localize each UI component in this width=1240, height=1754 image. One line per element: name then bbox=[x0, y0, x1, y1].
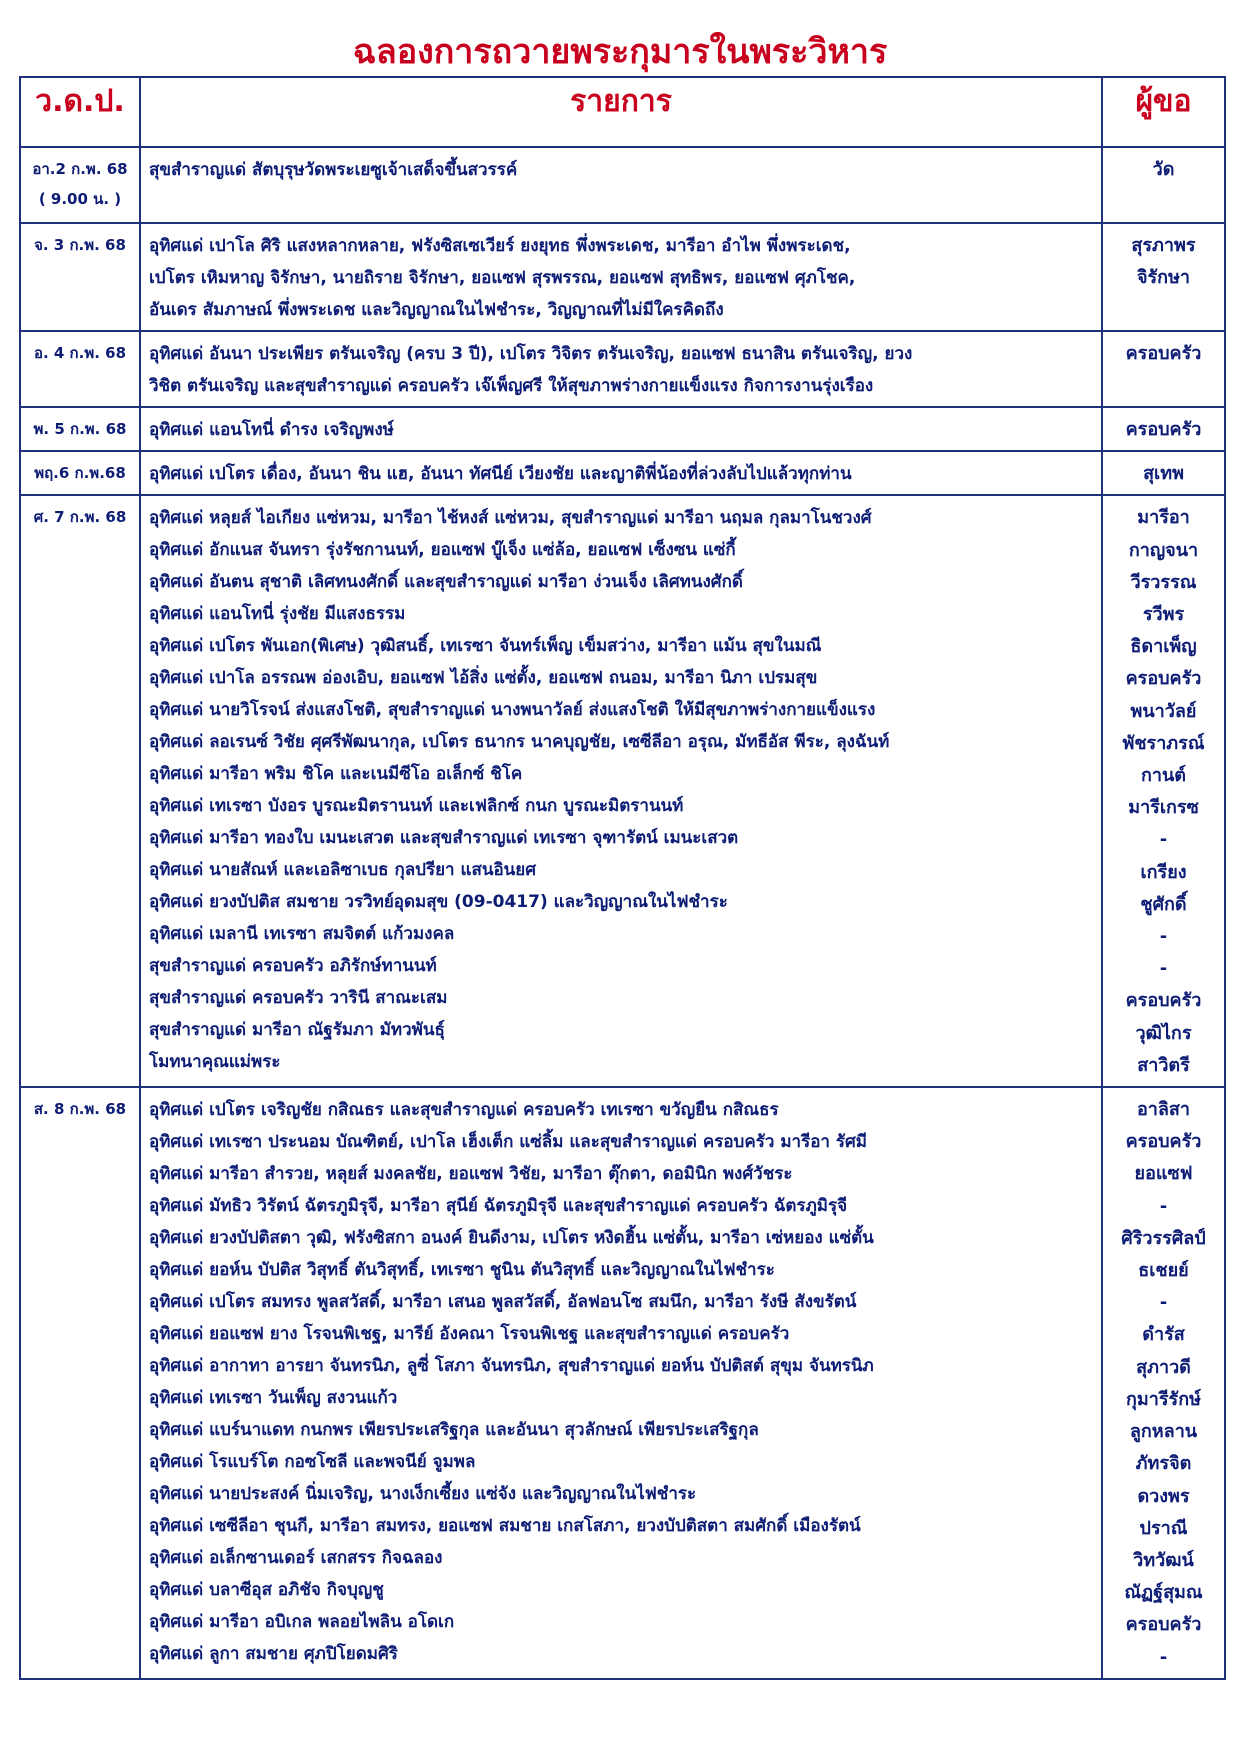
intention-line: อุทิศแด่ มารีอา สำรวย, หลุยส์ มงคลชัย, ยอแซฟ วิชัย, มารีอา ตุ๊กตา, ดอมินิก พงศ์วัชระ bbox=[149, 1164, 793, 1185]
intention-line: อุทิศแด่ นายประสงค์ นิ่มเจริญ, นางเง็กเซี้ยง แซ่จัง และวิญญาณในไฟชำระ bbox=[149, 1484, 697, 1505]
requester-name: ครอบครัว bbox=[1125, 1131, 1202, 1153]
intention-line: อุทิศแด่ เปโตร สมทรง พูลสวัสดิ์, มารีอา เสนอ พูลสวัสดิ์, อัลฟอนโซ สมนึก, มารีอา รังษี สังขรัตน์ bbox=[149, 1292, 857, 1313]
intention-line: สุขสำราญแด่ ครอบครัว วารินี สาณะเสม bbox=[149, 988, 448, 1009]
requester-cell bbox=[1102, 407, 1225, 451]
requester-name: วิทวัฒน์ bbox=[1133, 1549, 1194, 1571]
requester-name: ครอบครัว bbox=[1125, 419, 1202, 440]
requester-name: วัด bbox=[1152, 159, 1175, 180]
requester-name: กุมารีรักษ์ bbox=[1126, 1388, 1201, 1410]
intention-line: อุทิศแด่ นายสัณห์ และเอลิซาเบธ กุลปรียา แสนอินยศ bbox=[149, 860, 537, 881]
date-text: อา.2 ก.พ. 68 bbox=[32, 160, 128, 178]
items-cell bbox=[140, 451, 1102, 495]
intention-line: อุทิศแด่ ลอเรนซ์ วิชัย ศุศรีพัฒนากุล, เปโตร ธนากร นาคบุญชัย, เซซีลีอา อรุณ, มัทธีอัส พีระ, ลุงฉันท์ bbox=[149, 732, 890, 753]
requester-name: ครอบครัว bbox=[1125, 990, 1202, 1012]
date-cell bbox=[20, 331, 140, 407]
intention-line: อุทิศแด่ แอนโทนี่ ดำรง เจริญพงษ์ bbox=[149, 420, 394, 440]
intention-line: อุทิศแด่ เทเรซา บังอร บูรณะมิตรานนท์ และเฟลิกซ์ กนก บูรณะมิตรานนท์ bbox=[149, 796, 684, 817]
table-row bbox=[20, 147, 1225, 223]
intention-table bbox=[19, 76, 1226, 1680]
date-cell bbox=[20, 147, 140, 223]
requester-name: ภัทรจิต bbox=[1135, 1453, 1192, 1475]
intention-line: อุทิศแด่ ลูกา สมชาย ศุภปิโยดมศิริ bbox=[149, 1644, 398, 1665]
date-cell bbox=[20, 223, 140, 331]
requester-name: สุภาวดี bbox=[1136, 1356, 1191, 1378]
requester-cell bbox=[1102, 451, 1225, 495]
requester-name: - bbox=[1159, 926, 1168, 948]
intention-line: อุทิศแด่ เมลานี เทเรซา สมจิตต์ แก้วมงคล bbox=[149, 924, 455, 945]
header-requester: ผู้ขอ bbox=[1102, 77, 1225, 147]
requester-name: วีรวรรณ bbox=[1130, 571, 1197, 593]
table-row bbox=[20, 407, 1225, 451]
requester-cell bbox=[1102, 495, 1225, 1087]
requester-name: ธิดาเพ็ญ bbox=[1130, 636, 1197, 658]
requester-cell bbox=[1102, 223, 1225, 331]
requester-name: ลูกหลาน bbox=[1129, 1421, 1198, 1443]
intention-line: อุทิศแด่ เทเรซา ประนอม บัณฑิตย์, เปาโล เฮ็งเต็ก แซ่ลิ้ม และสุขสำราญแด่ ครอบครัว มารีอา รัศมี bbox=[149, 1132, 868, 1153]
intention-line: อุทิศแด่ เปโตร เดื่อง, อันนา ชิน แฮ, อันนา ทัศนีย์ เวียงชัย และญาติพี่น้องที่ล่วงลับไปแล้วทุกท่าน bbox=[149, 464, 852, 485]
intention-line: อุทิศแด่ แอนโทนี่ รุ่งชัย มีแสงธรรม bbox=[149, 604, 406, 625]
requester-name: อาลิสา bbox=[1136, 1099, 1191, 1121]
requester-name: - bbox=[1159, 1292, 1168, 1314]
intention-line: อุทิศแด่ อักแนส จันทรา รุ่งรัชกานนท์, ยอแซฟ บู๊เจ็ง แซ่ล้อ, ยอแซฟ เซ็งซน แซ่กี้ bbox=[149, 540, 736, 561]
table-row bbox=[20, 495, 1225, 1087]
intention-line: อุทิศแด่ เปาโล ศิริ แสงหลากหลาย, ฟรังซิสเซเวียร์ ยงยุทธ พึ่งพระเดช, มารีอา อำไพ พึ่งพระเดช, bbox=[149, 236, 851, 256]
intention-line: อุทิศแด่ ยอแซฟ ยาง โรจนพิเชฐ, มารีย์ อังคณา โรจนพิเชฐ และสุขสำราญแด่ ครอบครัว bbox=[149, 1324, 790, 1345]
intention-line: อุทิศแด่ แบร์นาแดท กนกพร เพียรประเสริฐกุล และอันนา สุวลักษณ์ เพียรประเสริฐกุล bbox=[149, 1420, 759, 1441]
requester-name: จิรักษา bbox=[1136, 267, 1191, 289]
intention-line: อุทิศแด่ โรแบร์โต กอซโซลี และพจนีย์ จูมพล bbox=[149, 1452, 476, 1473]
intention-line: สุขสำราญแด่ สัตบุรุษวัดพระเยซูเจ้าเสด็จขึ้นสวรรค์ bbox=[149, 160, 518, 180]
time-text: ( 9.00 น. ) bbox=[38, 190, 122, 208]
table-body bbox=[20, 147, 1225, 1679]
requester-name: ยอแซฟ bbox=[1134, 1163, 1193, 1185]
requester-name: ศิริวรรศิลป์ bbox=[1121, 1227, 1206, 1249]
items-cell bbox=[140, 331, 1102, 407]
requester-cell bbox=[1102, 331, 1225, 407]
table-row bbox=[20, 1087, 1225, 1679]
requester-name: - bbox=[1159, 829, 1168, 851]
intention-line: อุทิศแด่ อากาทา อารยา จันทรนิภ, ลูซี่ โสภา จันทรนิภ, สุขสำราญแด่ ยอห์น บัปติสต์ สุขุม จันทรนิภ bbox=[149, 1356, 874, 1377]
requester-name: - bbox=[1159, 1646, 1168, 1668]
date-cell bbox=[20, 1087, 140, 1679]
requester-name: ชูศักดิ์ bbox=[1140, 893, 1187, 915]
intention-line: อุทิศแด่ อเล็กซานเดอร์ เสกสรร กิจฉลอง bbox=[149, 1548, 443, 1569]
intention-line: อุทิศแด่ มารีอา พริม ชิโค และเนมีซีโอ อเล็กซ์ ชิโค bbox=[149, 764, 523, 785]
header-items: รายการ bbox=[140, 77, 1102, 147]
requester-name: - bbox=[1159, 958, 1168, 980]
requester-name: สุเทพ bbox=[1143, 463, 1184, 485]
table-row bbox=[20, 331, 1225, 407]
date-text: ศ. 7 ก.พ. 68 bbox=[33, 508, 127, 527]
requester-name: - bbox=[1159, 1195, 1168, 1217]
requester-name: พนาวัลย์ bbox=[1130, 700, 1197, 722]
requester-name: มารีอา bbox=[1137, 507, 1190, 529]
intention-line: อุทิศแด่ อันตน สุชาติ เลิศทนงศักดิ์ และสุขสำราญแด่ มารีอา ง่วนเจ็ง เลิศทนงศักดิ์ bbox=[149, 572, 743, 593]
intention-line: สุขสำราญแด่ มารีอา ณัฐรัมภา มัทวพันธุ์ bbox=[149, 1020, 445, 1041]
date-text: จ. 3 ก.พ. 68 bbox=[34, 236, 126, 254]
intention-line: อุทิศแด่ บลาซีอุส อภิชัจ กิจบุญชู bbox=[149, 1580, 384, 1601]
intention-line: เปโตร เหิมหาญ จิรักษา, นายถิราย จิรักษา, ยอแซฟ สุรพรรณ, ยอแซฟ สุทธิพร, ยอแซฟ ศุภโชค, bbox=[149, 268, 856, 288]
page-title: ฉลองการถวายพระกุมารในพระวิหาร bbox=[352, 32, 888, 72]
intention-line: อุทิศแด่ เปาโล อรรณพ อ่องเอิบ, ยอแซฟ ไอ้สิ่ง แซ่ตั้ง, ยอแซฟ ถนอม, มารีอา นิภา เปรมสุข bbox=[149, 668, 818, 689]
intention-line: อุทิศแด่ เปโตร เจริญชัย กสิณธร และสุขสำราญแด่ ครอบครัว เทเรซา ขวัญยืน กสิณธร bbox=[149, 1100, 779, 1121]
intention-line: โมทนาคุณแม่พระ bbox=[149, 1052, 281, 1073]
items-cell bbox=[140, 147, 1102, 223]
requester-name: ปราณี bbox=[1139, 1517, 1188, 1539]
requester-name: พัชราภรณ์ bbox=[1122, 732, 1205, 754]
intention-line: อุทิศแด่ หลุยส์ ไอเกียง แซ่หวม, มารีอา ไช้หงส์ แซ่หวม, สุขสำราญแด่ มารีอา นฤมล กุลมาโนชวงศ์ bbox=[149, 508, 872, 529]
requester-name: รวีพร bbox=[1142, 604, 1185, 626]
intention-line: อุทิศแด่ ยวงบัปติสตา วุฒิ, ฟรังซิสกา อนงค์ ยินดีงาม, เปโตร หงิดฮิ้น แซ่ตั้น, มารีอา เซ่หยอง แซ่ตั้น bbox=[149, 1228, 874, 1249]
requester-name: ครอบครัว bbox=[1125, 668, 1202, 690]
intention-line: อุทิศแด่ เซซีลีอา ชุนกี, มารีอา สมทรง, ยอแซฟ สมชาย เกสโสภา, ยวงบัปติสตา สมศักดิ์ เมืองรัตน์ bbox=[149, 1516, 861, 1537]
table-row bbox=[20, 223, 1225, 331]
items-cell bbox=[140, 407, 1102, 451]
requester-name: ครอบครัว bbox=[1125, 1614, 1202, 1636]
date-text: พฤ.6 ก.พ.68 bbox=[34, 464, 126, 483]
requester-name: มารีเกรซ bbox=[1128, 797, 1199, 819]
items-cell bbox=[140, 495, 1102, 1087]
requester-name: สาวิตรี bbox=[1137, 1054, 1190, 1076]
intention-line: อุทิศแด่ เทเรซา วันเพ็ญ สงวนแก้ว bbox=[149, 1388, 398, 1409]
intention-line: อันเดร สัมภาษณ์ พึ่งพระเดช และวิญญาณในไฟชำระ, วิญญาณที่ไม่มีใครคิดถึง bbox=[149, 300, 724, 320]
date-text: ส. 8 ก.พ. 68 bbox=[33, 1100, 127, 1119]
intention-line: อุทิศแด่ มารีอา ทองใบ เมนะเสวต และสุขสำราญแด่ เทเรซา จุฑารัตน์ เมนะเสวต bbox=[149, 828, 739, 849]
intention-line: สุขสำราญแด่ ครอบครัว อภิรักษ์ทานนท์ bbox=[149, 956, 437, 977]
requester-cell bbox=[1102, 1087, 1225, 1679]
requester-name: ครอบครัว bbox=[1125, 343, 1202, 364]
header-date: ว.ด.ป. bbox=[20, 77, 140, 147]
date-cell bbox=[20, 451, 140, 495]
date-text: พ. 5 ก.พ. 68 bbox=[33, 420, 127, 438]
requester-name: ดำรัส bbox=[1142, 1324, 1185, 1346]
intention-line: อุทิศแด่ เปโตร พันเอก(พิเศษ) วุฒิสนธิ์, เทเรซา จันทร์เพ็ญ เข็มสว่าง, มารีอา แม้น สุขในมณี bbox=[149, 636, 822, 657]
requester-name: ณัฏฐ์สุมณ bbox=[1124, 1582, 1203, 1604]
intention-line: อุทิศแด่ มัทธิว วิรัตน์ ฉัตรภูมิรุจี, มารีอา สุนีย์ ฉัตรภูมิรุจี และสุขสำราญแด่ ครอบครัว ฉัตรภูมิรุจี bbox=[149, 1196, 848, 1217]
intention-line: อุทิศแด่ ยอห์น บัปติส วิสุทธิ์ ตันวิสุทธิ์, เทเรซา ชูนิน ตันวิสุทธิ์ และวิญญาณในไฟชำระ bbox=[149, 1260, 775, 1281]
table-row bbox=[20, 451, 1225, 495]
items-cell bbox=[140, 223, 1102, 331]
requester-cell bbox=[1102, 147, 1225, 223]
date-cell bbox=[20, 407, 140, 451]
intention-line: อุทิศแด่ อันนา ประเพียร ตรันเจริญ (ครบ 3 ปี), เปโตร วิจิตร ตรันเจริญ, ยอแซฟ ธนาสิน ตรันเจริญ, ยวง bbox=[149, 344, 913, 364]
requester-name: กานต์ bbox=[1141, 765, 1186, 787]
intention-line: อุทิศแด่ นายวิโรจน์ ส่งแสงโชติ, สุขสำราญแด่ นางพนาวัลย์ ส่งแสงโชติ ให้มีสุขภาพร่างกายแข็งแรง bbox=[149, 700, 876, 721]
intention-line: วิชิต ตรันเจริญ และสุขสำราญแด่ ครอบครัว เจ๊เพ็ญศรี ให้สุขภาพร่างกายแข็งแรง กิจการงานรุ่งเรือง bbox=[149, 376, 874, 396]
requester-name: ธเชยย์ bbox=[1138, 1260, 1189, 1282]
requester-name: สุรภาพร bbox=[1131, 235, 1196, 256]
table-header-row bbox=[20, 77, 1225, 147]
requester-name: ดวงพร bbox=[1137, 1485, 1190, 1507]
date-text: อ. 4 ก.พ. 68 bbox=[33, 344, 127, 362]
intention-line: อุทิศแด่ ยวงบัปติส สมชาย วรวิทย์อุดมสุข (09-0417) และวิญญาณในไฟชำระ bbox=[149, 892, 728, 913]
date-cell bbox=[20, 495, 140, 1087]
requester-name: วุฒิไกร bbox=[1135, 1022, 1192, 1044]
intention-line: อุทิศแด่ มารีอา อบิเกล พลอยไพลิน อโดเก bbox=[149, 1612, 455, 1633]
requester-name: กาญจนา bbox=[1128, 539, 1199, 561]
items-cell bbox=[140, 1087, 1102, 1679]
requester-name: เกรียง bbox=[1140, 861, 1187, 883]
